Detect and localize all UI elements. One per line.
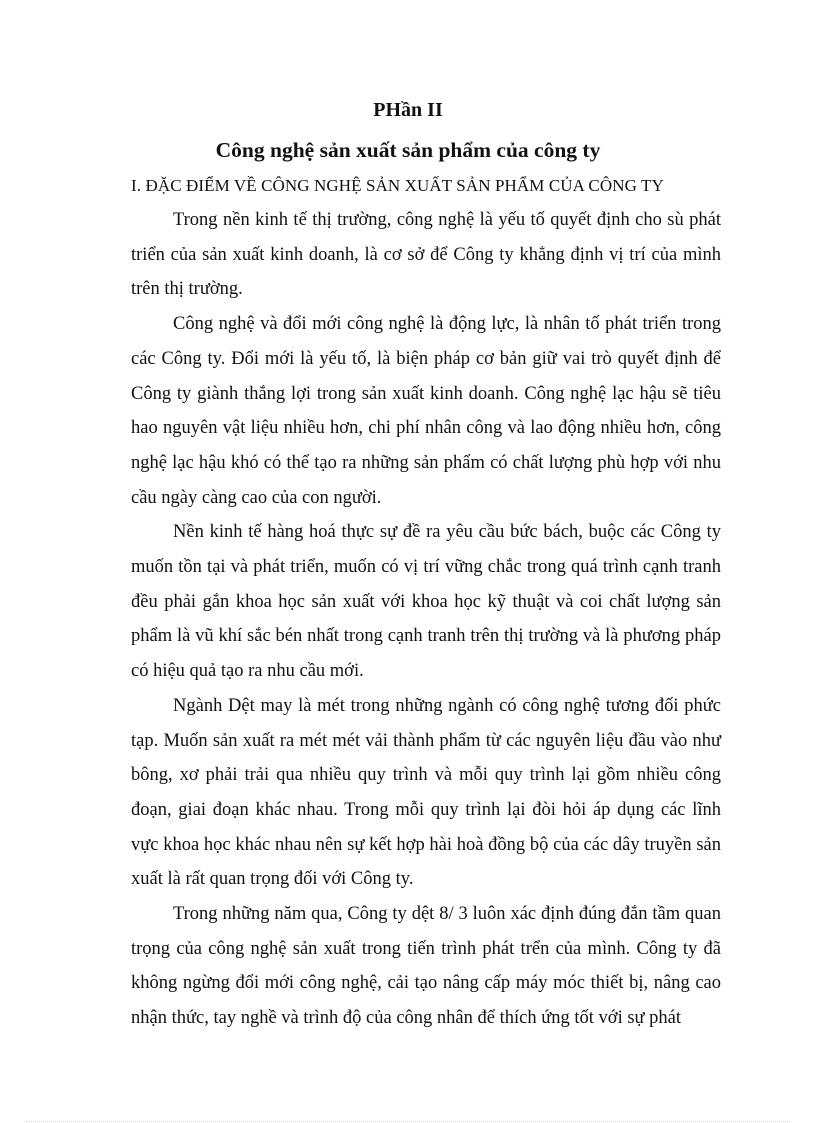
page-bottom-divider (26, 1121, 790, 1122)
paragraph: Trong những năm qua, Công ty dệt 8/ 3 luôn xác định đúng đắn tầm quan trọng của công nghệ sản xuất trong tiến trình phát trển của mình. Công ty đã không ngừng đổi mới công nghệ, cải tạo nâng cấp máy móc thiết bị, nâng cao nhận thức, tay nghề và trình độ của công nhân để thích ứng tốt với sự phát (131, 904, 721, 1029)
main-title: Công nghệ sản xuất sản phẩm của công ty (215, 138, 601, 162)
paragraph: Nền kinh tế hàng hoá thực sự đề ra yêu cầu bức bách, buộc các Công ty muốn tồn tại và phát triển, muốn có vị trí vững chắc trong quá trình cạnh tranh đều phải gắn khoa học sản xuất với khoa học kỹ thuật và coi chất lượng sản phẩm là vũ khí sắc bén nhất trong cạnh tranh trên thị trường và là phương pháp có hiệu quả tạo ra nhu cầu mới. (131, 522, 721, 682)
part-title: PHần II (373, 99, 443, 121)
paragraph: Trong nền kinh tế thị trường, công nghệ là yếu tố quyết định cho sù phát triển của sản xuất kinh doanh, là cơ sở để Công ty khẳng định vị trí của mình trên thị trường. (131, 210, 721, 300)
paragraph: Công nghệ và đổi mới công nghệ là động lực, là nhân tố phát triển trong các Công ty. Đổi mới là yếu tố, là biện pháp cơ bản giữ vai trò quyết định để Công ty giành thắng lợi trong sản xuất kinh doanh. Công nghệ lạc hậu sẽ tiêu hao nguyên vật liệu nhiều hơn, chi phí nhân công và lao động nhiều hơn, công nghệ lạc hậu khó có thể tạo ra những sản phẩm có chất lượng phù hợp với nhu cầu ngày càng cao của con người. (131, 314, 721, 508)
section-heading: I. ĐẶC ĐIỂM VỀ CÔNG NGHỆ SẢN XUẤT SẢN PHẨM CỦA CÔNG TY (131, 176, 664, 195)
paragraph: Ngành Dệt may là mét trong những ngành có công nghệ tương đối phức tạp. Muốn sản xuất ra mét mét vải thành phẩm từ các nguyên liệu đầu vào như bông, xơ phải trải qua nhiều quy trình và mỗi quy trình lại gồm nhiều công đoạn, giai đoạn khác nhau. Trong mỗi quy trình lại đòi hỏi áp dụng các lĩnh vực khoa học khác nhau nên sự kết hợp hài hoà đồng bộ của các dây truyền sản xuất là rất quan trọng đối với Công ty. (131, 695, 721, 890)
body-text (131, 203, 721, 1036)
